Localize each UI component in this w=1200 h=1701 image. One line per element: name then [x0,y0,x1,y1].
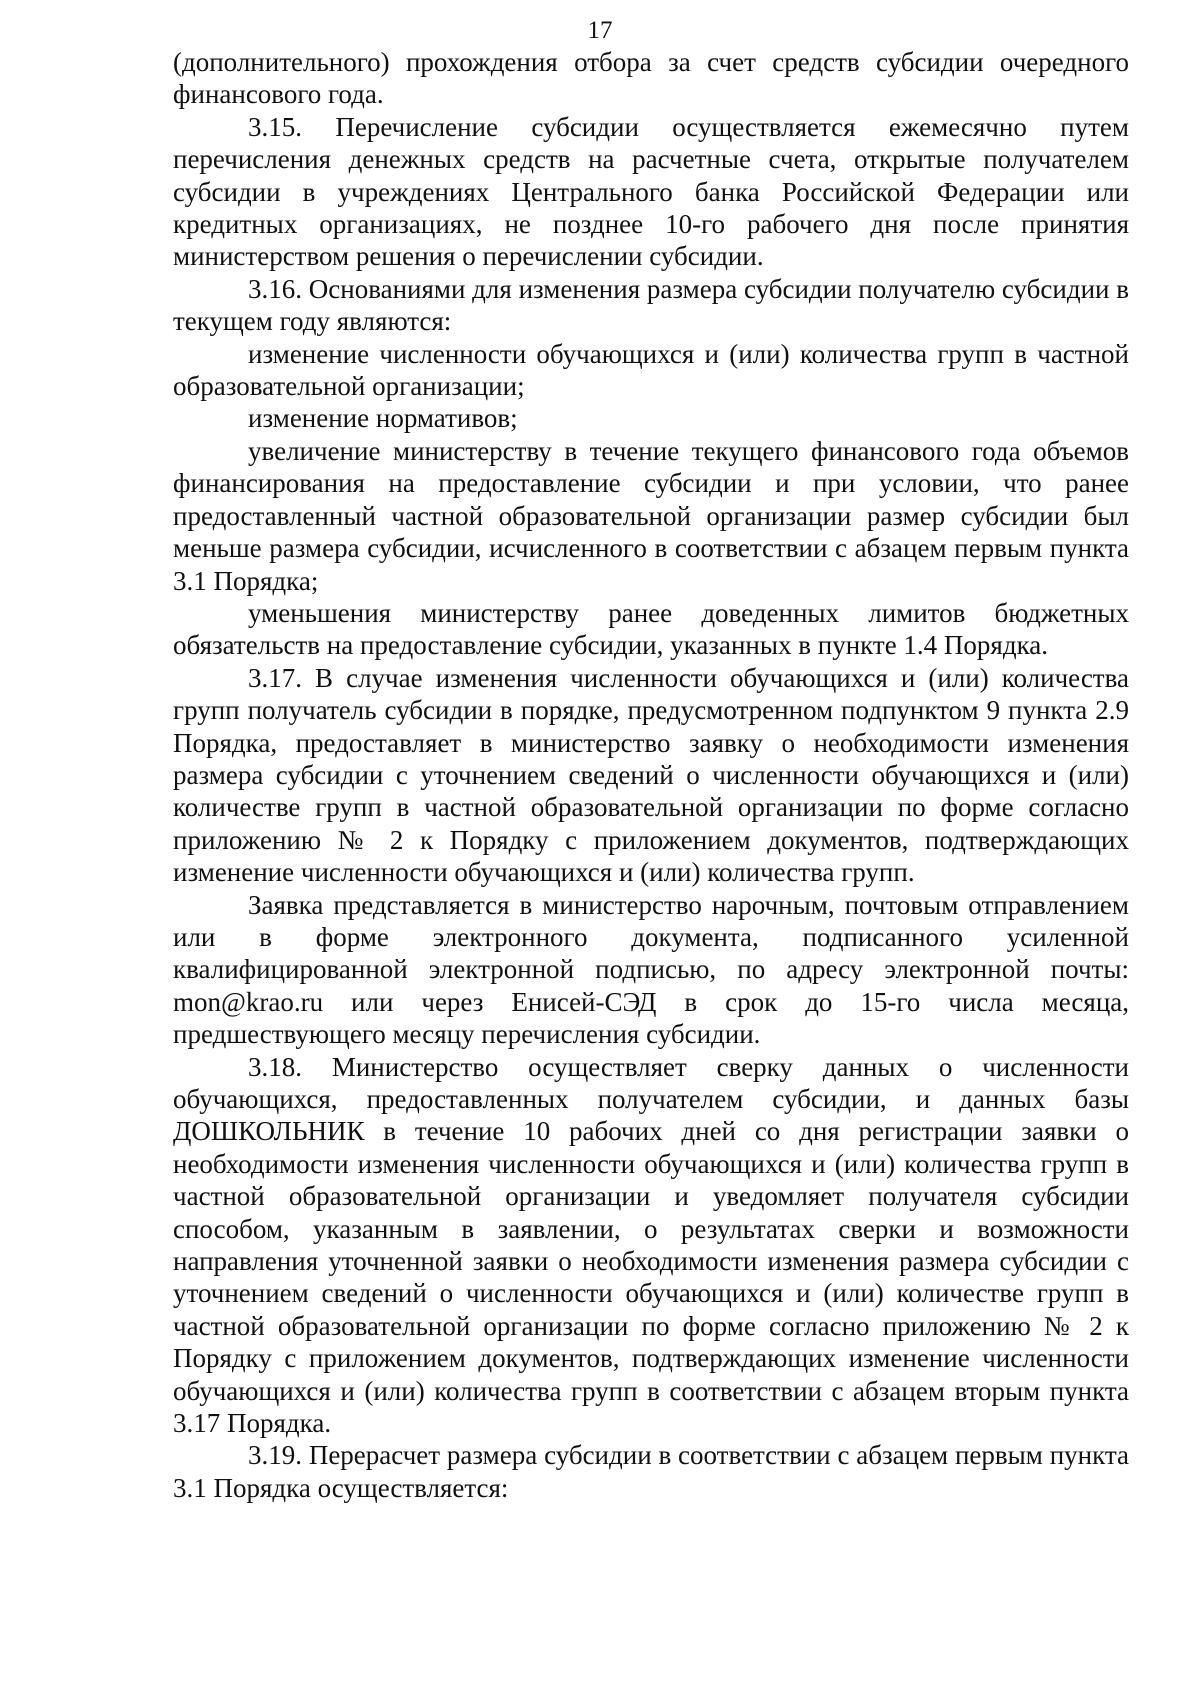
paragraph-3-16-item-4: уменьшения министерству ранее доведенных лимитов бюджетных обязательств на предоставление субсидии, указанных в пункте 1.4 Порядка. [173,597,1129,661]
paragraph-3-16-item-3: увеличение министерству в течение текущего финансового года объемов финансирования на предоставление субсидии и при условии, что ранее предоставленный частной образовательной организации размер субсидии был меньше размера субсидии, исчисленного в соответствии с абзацем первым пункта 3.1 Порядка; [173,435,1129,596]
paragraph-3-16: 3.16. Основаниями для изменения размера субсидии получателю субсидии в текущем году являются: [173,273,1129,337]
page-number: 17 [587,17,613,44]
paragraph-3-17: 3.17. В случае изменения численности обучающихся и (или) количества групп получатель субсидии в порядке, предусмотренном подпунктом 9 пункта 2.9 Порядка, предоставляет в министерство заявку о необходимости изменения размера субсидии с уточнением сведений о численности обучающихся и (или) количестве групп в частной образовательной организации по форме согласно приложению № 2 к Порядку с приложением документов, подтверждающих изменение численности обучающихся и (или) количества групп. [173,662,1129,888]
paragraph-3-15: 3.15. Перечисление субсидии осуществляется ежемесячно путем перечисления денежных средств на расчетные счета, открытые получателем субсидии в учреждениях Центрального банка Российской Федерации или кредитных организациях, не позднее 10-го рабочего дня после принятия министерством решения о перечислении субсидии. [173,111,1129,272]
paragraph-3-18: 3.18. Министерство осуществляет сверку данных о численности обучающихся, предоставленных получателем субсидии, и данных базы ДОШКОЛЬНИК в течение 10 рабочих дней со дня регистрации заявки о необходимости изменения численности обучающихся и (или) количества групп в частной образовательной организации и уведомляет получателя субсидии способом, указанным в заявлении, о результатах сверки и возможности направления уточненной заявки о необходимости изменения размера субсидии с уточнением сведений о численности обучающихся и (или) количестве групп в частной образовательной организации по форме согласно приложению № 2 к Порядку с приложением документов, подтверждающих изменение численности обучающихся и (или) количества групп в соответствии с абзацем вторым пункта 3.17 Порядка. [173,1051,1129,1439]
paragraph-continuation: (дополнительного) прохождения отбора за счет средств субсидии очередного финансового года. [173,47,1129,110]
paragraph-3-16-item-1: изменение численности обучающихся и (или) количества групп в частной образовательной организации; [173,338,1129,402]
paragraph-3-19: 3.19. Перерасчет размера субсидии в соответствии с абзацем первым пункта 3.1 Порядка осуществляется: [173,1440,1129,1503]
document-body [173,46,1129,1504]
paragraph-3-17-application: Заявка представляется в министерство нарочным, почтовым отправлением или в форме электронного документа, подписанного усиленной квалифицированной электронной подписью, по адресу электронной почты: mon@krao.ru или через Енисей-СЭД в срок до 15-го числа месяца, предшествующего месяцу перечисления субсидии. [173,889,1129,1050]
paragraph-3-16-item-2: изменение нормативов; [248,403,518,434]
